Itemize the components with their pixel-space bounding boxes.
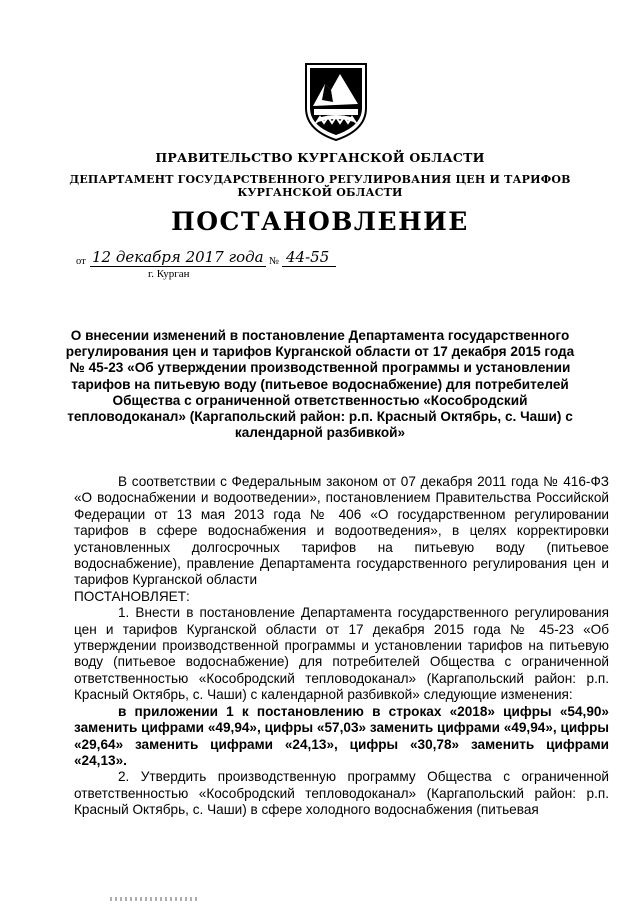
department-name-line-2: КУРГАНСКОЙ ОБЛАСТИ (237, 186, 403, 199)
date-underline (90, 266, 266, 267)
handwritten-date: 12 декабря 2017 года (92, 248, 264, 266)
decree-word: ПОСТАНОВЛЯЕТ: (74, 588, 190, 604)
number-underline (282, 266, 336, 267)
document-body (74, 474, 609, 819)
city-name: г. Курган (148, 268, 190, 280)
document-subject: О внесении изменений в постановление Департамента государственного регулирования цен и тарифов Курганской области от 17 декабря 2015 года № 45-23 «Об утверждении производственной программы и установлении тарифов на питьевую воду (питьевое водоснабжение) для потребителей Общества с ограниченной ответственностью «Кособродский тепловодоканал» (Каргапольский район: р.п. Красный Октябрь, с. Чаши) с календарной разбивкой» (65, 328, 575, 441)
date-from-label: от (76, 256, 86, 267)
item-2-paragraph: 2. Утвердить производственную программу Общества с ограниченной ответственностью «Кособродский тепловодоканал» (Каргапольский район: р.п. Красный Октябрь, с. Чаши) в сфере холодного водоснабжения (питьевая (74, 769, 609, 818)
item-1-paragraph: 1. Внести в постановление Департамента государственного регулирования цен и тарифов Курганской области от 17 декабря 2015 года № 45-23 «Об утверждении производственной программы и установлении тарифов на питьевую воду (питьевое водоснабжение) для потребителей Общества с ограниченной ответственностью «Кособродский тепловодоканал» (Каргапольский район: р.п. Красный Октябрь, с. Чаши) с календарной разбивкой» следующие изменения: (74, 605, 609, 703)
department-name-line-1: ДЕПАРТАМЕНТ ГОСУДАРСТВЕННОГО РЕГУЛИРОВАНИЯ ЦЕН И ТАРИФОВ (69, 173, 571, 186)
preamble-paragraph: В соответствии с Федеральным законом от 07 декабря 2011 года № 416-ФЗ «О водоснабжении и водоотведении», постановлением Правительства Российской Федерации от 13 мая 2013 года № 406 «О государственном регулировании тарифов в сфере водоснабжения и водоотведения», в целях корректировки установленных долгосрочных тарифов на питьевую воду (питьевое водоснабжение), правление Департамента государственного регулирования цен и тарифов Курганской области (74, 474, 609, 588)
kurgan-coat-of-arms-emblem (300, 60, 372, 142)
government-name: ПРАВИТЕЛЬСТВО КУРГАНСКОЙ ОБЛАСТИ (155, 150, 485, 165)
department-name (60, 173, 580, 199)
number-label: № (269, 256, 280, 267)
scan-artifact (110, 897, 200, 901)
document-type-title: ПОСТАНОВЛЕНИЕ (171, 207, 469, 236)
item-1-change-paragraph: в приложении 1 к постановлению в строках «2018» цифры «54,90» заменить цифрами «49,94», цифры «57,03» заменить цифрами «49,94», цифры «29,64» заменить цифрами «24,13», цифры «30,78» заменить цифрами «24,13». (74, 703, 609, 768)
handwritten-number: 44-55 (286, 248, 330, 266)
